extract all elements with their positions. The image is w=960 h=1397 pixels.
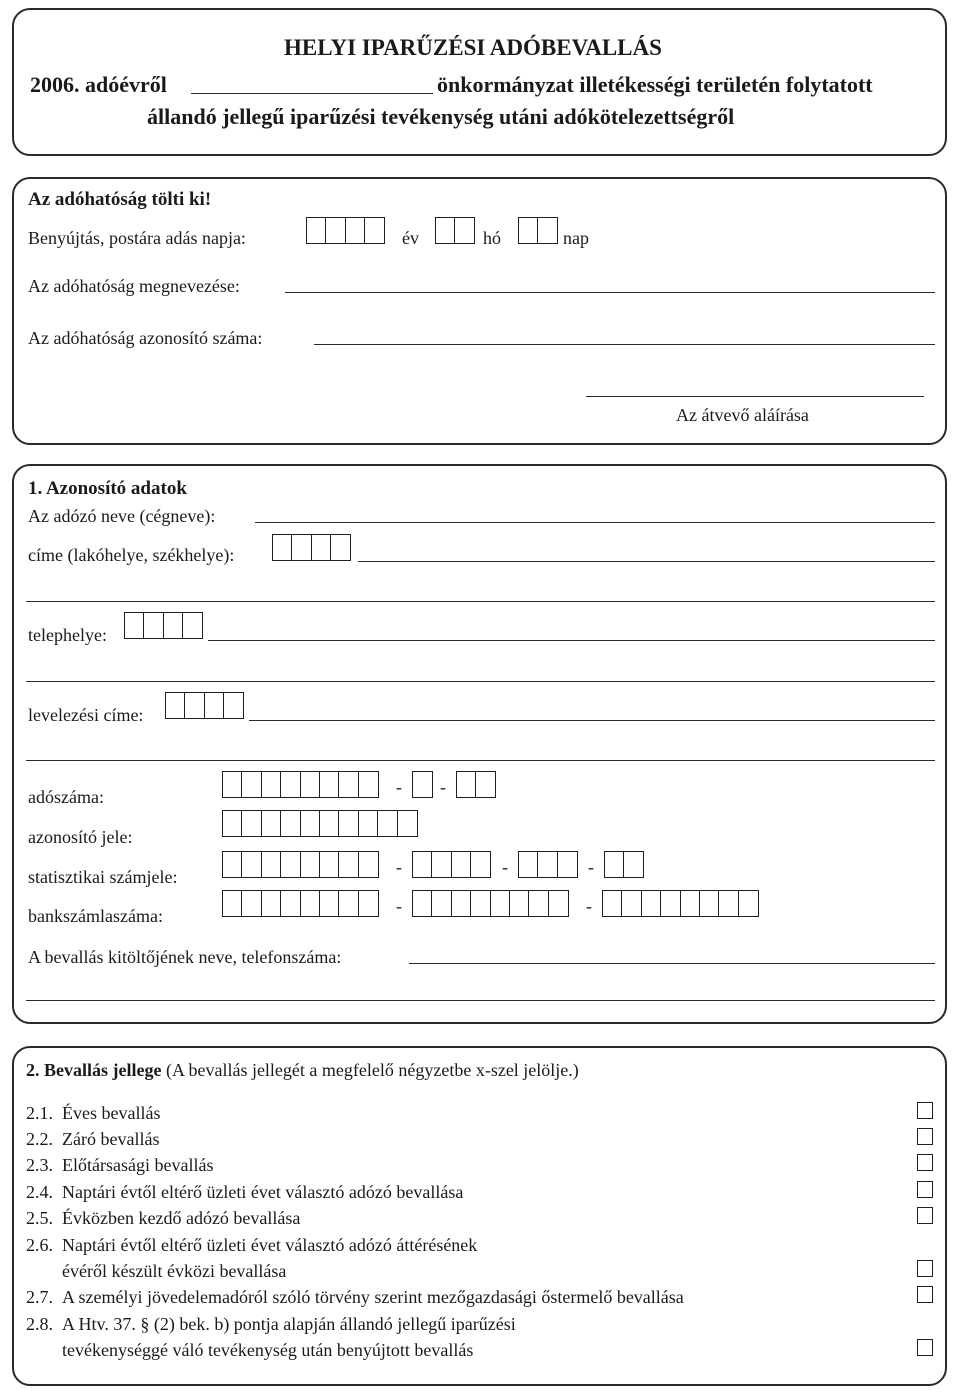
digit-cell[interactable] xyxy=(518,851,539,878)
tax-number-label: adószáma: xyxy=(28,787,104,807)
digit-cell[interactable] xyxy=(456,771,477,798)
separator-dash: - xyxy=(588,857,594,877)
bank-account-cells-1[interactable] xyxy=(222,890,379,917)
digit-cell[interactable] xyxy=(451,890,472,917)
item-number: 2.4. xyxy=(26,1182,53,1202)
digit-cell[interactable] xyxy=(358,771,379,798)
digit-cell[interactable] xyxy=(699,890,720,917)
separator-dash: - xyxy=(396,896,402,916)
bank-account-cells-3[interactable] xyxy=(602,890,759,917)
site-label: telephelye: xyxy=(28,625,107,645)
id-mark-label: azonosító jele: xyxy=(28,827,133,847)
digit-cell[interactable] xyxy=(377,810,398,837)
site-line-2[interactable] xyxy=(26,681,935,682)
day-digit-cell[interactable] xyxy=(537,217,558,244)
separator-dash: - xyxy=(396,777,402,797)
digit-cell[interactable] xyxy=(358,851,379,878)
day-digit-cell[interactable] xyxy=(518,217,539,244)
digit-cell[interactable] xyxy=(412,851,433,878)
item-number: 2.1. xyxy=(26,1103,53,1123)
bank-account-cells-2[interactable] xyxy=(412,890,569,917)
month-digit-cell[interactable] xyxy=(435,217,456,244)
digit-cell[interactable] xyxy=(641,890,662,917)
digit-cell[interactable] xyxy=(660,890,681,917)
item-text-continued: tevékenységgé váló tevékenység után benyújtott bevallás xyxy=(62,1340,474,1360)
tax-number-main-cells[interactable] xyxy=(222,771,379,798)
year-digit-cell[interactable] xyxy=(345,217,366,244)
digit-cell[interactable] xyxy=(358,810,379,837)
mid-year-start-checkbox[interactable] xyxy=(917,1207,933,1224)
signature-line[interactable] xyxy=(586,396,924,397)
digit-cell[interactable] xyxy=(280,810,301,837)
address-label: címe (lakóhelye, székhelye): xyxy=(28,545,235,565)
submission-date-label: Benyújtás, postára adás napja: xyxy=(28,228,246,248)
postcode-digit-cell[interactable] xyxy=(330,534,351,561)
digit-cell[interactable] xyxy=(397,810,418,837)
authority-id-line[interactable] xyxy=(314,344,935,345)
digit-cell[interactable] xyxy=(412,890,433,917)
item-number: 2.2. xyxy=(26,1129,53,1149)
item-text: Naptári évtől eltérő üzleti évet választó adózó áttérésének xyxy=(62,1235,478,1255)
transition-year-checkbox[interactable] xyxy=(917,1260,933,1277)
item-text: Évközben kezdő adózó bevallása xyxy=(62,1208,301,1228)
digit-cell[interactable] xyxy=(222,810,243,837)
digit-cell[interactable] xyxy=(319,810,340,837)
section1-heading: 1. Azonosító adatok xyxy=(28,478,187,499)
digit-cell[interactable] xyxy=(528,890,549,917)
mailing-address-label: levelezési címe: xyxy=(28,705,144,725)
digit-cell[interactable] xyxy=(319,851,340,878)
digit-cell[interactable] xyxy=(300,771,321,798)
year-digit-cell[interactable] xyxy=(306,217,327,244)
agricultural-producer-checkbox[interactable] xyxy=(917,1286,933,1303)
item-text: Éves bevallás xyxy=(62,1103,161,1123)
digit-cell[interactable] xyxy=(338,771,359,798)
address-line-2[interactable] xyxy=(26,601,935,602)
taxpayer-name-label: Az adózó neve (cégneve): xyxy=(28,506,216,526)
digit-cell[interactable] xyxy=(738,890,759,917)
postcode-digit-cell[interactable] xyxy=(204,692,225,719)
filler-line-2[interactable] xyxy=(26,1000,935,1001)
site-line[interactable] xyxy=(208,640,935,641)
item-number: 2.3. xyxy=(26,1155,53,1175)
postcode-digit-cell[interactable] xyxy=(272,534,293,561)
month-label: hó xyxy=(483,228,501,248)
digit-cell[interactable] xyxy=(338,810,359,837)
address-line[interactable] xyxy=(358,561,935,562)
authority-name-label: Az adóhatóság megnevezése: xyxy=(28,276,240,296)
htv-permanent-activity-checkbox[interactable] xyxy=(917,1339,933,1356)
stat-number-cells-1[interactable] xyxy=(222,851,379,878)
pre-company-return-checkbox[interactable] xyxy=(917,1154,933,1171)
year-digit-cell[interactable] xyxy=(325,217,346,244)
signature-label: Az átvevő aláírása xyxy=(676,405,809,425)
digit-cell[interactable] xyxy=(241,851,262,878)
digit-cell[interactable] xyxy=(261,851,282,878)
submission-year-cells[interactable] xyxy=(306,217,385,244)
item-text: A személyi jövedelemadóról szóló törvény szerint mezőgazdasági őstermelő bevallása xyxy=(62,1287,684,1307)
submission-month-cells[interactable] xyxy=(435,217,475,244)
digit-cell[interactable] xyxy=(319,890,340,917)
item-text: Záró bevallás xyxy=(62,1129,160,1149)
digit-cell[interactable] xyxy=(490,890,511,917)
id-mark-cells[interactable] xyxy=(222,810,418,837)
authority-heading: Az adóhatóság tölti ki! xyxy=(28,189,212,210)
municipality-blank-line[interactable] xyxy=(191,93,433,94)
filler-line[interactable] xyxy=(409,963,935,964)
stat-number-label: statisztikai számjele: xyxy=(28,867,178,887)
digit-cell[interactable] xyxy=(222,890,243,917)
postcode-digit-cell[interactable] xyxy=(184,692,205,719)
item-number: 2.7. xyxy=(26,1287,53,1307)
digit-cell[interactable] xyxy=(241,771,262,798)
separator-dash: - xyxy=(586,896,592,916)
item-number: 2.5. xyxy=(26,1208,53,1228)
item-text-continued: évéről készült évközi bevallása xyxy=(62,1261,287,1281)
tax-number-vat-cell[interactable] xyxy=(412,771,433,798)
item-text: Naptári évtől eltérő üzleti évet választó adózó bevallása xyxy=(62,1182,464,1202)
postcode-digit-cell[interactable] xyxy=(124,612,145,639)
digit-cell[interactable] xyxy=(623,851,644,878)
digit-cell[interactable] xyxy=(557,851,578,878)
filler-label: A bevallás kitöltőjének neve, telefonszáma: xyxy=(28,947,342,967)
postcode-digit-cell[interactable] xyxy=(163,612,184,639)
closing-return-checkbox[interactable] xyxy=(917,1128,933,1145)
section2-heading-bold: 2. Bevallás jellege xyxy=(26,1060,162,1080)
stat-number-cells-3[interactable] xyxy=(518,851,578,878)
digit-cell[interactable] xyxy=(261,771,282,798)
taxpayer-name-line[interactable] xyxy=(255,522,935,523)
postcode-digit-cell[interactable] xyxy=(165,692,186,719)
digit-cell[interactable] xyxy=(280,890,301,917)
item-text: A Htv. 37. § (2) bek. b) pontja alapján állandó jellegű iparűzési xyxy=(62,1314,516,1334)
authority-id-label: Az adóhatóság azonosító száma: xyxy=(28,328,263,348)
digit-cell[interactable] xyxy=(548,890,569,917)
item-number: 2.6. xyxy=(26,1235,53,1255)
header-line1-rest: önkormányzat illetékességi területén folytatott xyxy=(437,72,873,97)
bank-account-label: bankszámlaszáma: xyxy=(28,906,163,926)
postcode-digit-cell[interactable] xyxy=(182,612,203,639)
digit-cell[interactable] xyxy=(680,890,701,917)
digit-cell[interactable] xyxy=(718,890,739,917)
authority-name-line[interactable] xyxy=(285,292,935,293)
digit-cell[interactable] xyxy=(431,851,452,878)
digit-cell[interactable] xyxy=(222,851,243,878)
digit-cell[interactable] xyxy=(280,771,301,798)
digit-cell[interactable] xyxy=(319,771,340,798)
postcode-digit-cell[interactable] xyxy=(291,534,312,561)
postcode-digit-cell[interactable] xyxy=(311,534,332,561)
digit-cell[interactable] xyxy=(280,851,301,878)
address-postcode-cells[interactable] xyxy=(272,534,351,561)
stat-number-cells-4[interactable] xyxy=(604,851,644,878)
digit-cell[interactable] xyxy=(222,771,243,798)
digit-cell[interactable] xyxy=(241,890,262,917)
stat-number-cells-2[interactable] xyxy=(412,851,491,878)
digit-cell[interactable] xyxy=(509,890,530,917)
digit-cell[interactable] xyxy=(241,810,262,837)
digit-cell[interactable] xyxy=(470,851,491,878)
year-label: év xyxy=(402,228,419,248)
digit-cell[interactable] xyxy=(358,890,379,917)
day-label: nap xyxy=(563,228,589,248)
year-digit-cell[interactable] xyxy=(364,217,385,244)
mailing-line-2[interactable] xyxy=(26,760,935,761)
digit-cell[interactable] xyxy=(470,890,491,917)
submission-day-cells[interactable] xyxy=(518,217,558,244)
digit-cell[interactable] xyxy=(431,890,452,917)
postcode-digit-cell[interactable] xyxy=(143,612,164,639)
digit-cell[interactable] xyxy=(338,851,359,878)
item-text: Előtársasági bevallás xyxy=(62,1155,214,1175)
form-title: HELYI IPARŰZÉSI ADÓBEVALLÁS xyxy=(284,35,662,60)
digit-cell[interactable] xyxy=(300,890,321,917)
digit-cell[interactable] xyxy=(451,851,472,878)
mailing-line[interactable] xyxy=(249,720,935,721)
section2-heading-note: (A bevallás jellegét a megfelelő négyzetbe x-szel jelölje.) xyxy=(165,1060,579,1080)
digit-cell[interactable] xyxy=(261,890,282,917)
annual-return-checkbox[interactable] xyxy=(917,1102,933,1119)
tax-year-label: 2006. adóévről xyxy=(30,72,167,97)
item-number: 2.8. xyxy=(26,1314,53,1334)
section2-heading xyxy=(26,1061,579,1079)
digit-cell[interactable] xyxy=(537,851,558,878)
separator-dash: - xyxy=(396,857,402,877)
separator-dash: - xyxy=(440,777,446,797)
mailing-postcode-cells[interactable] xyxy=(165,692,244,719)
digit-cell[interactable] xyxy=(604,851,625,878)
digit-cell[interactable] xyxy=(602,890,623,917)
digit-cell[interactable] xyxy=(300,851,321,878)
header-line2: állandó jellegű iparűzési tevékenység utáni adókötelezettségről xyxy=(147,104,735,129)
digit-cell[interactable] xyxy=(412,771,433,798)
separator-dash: - xyxy=(502,857,508,877)
digit-cell[interactable] xyxy=(261,810,282,837)
site-postcode-cells[interactable] xyxy=(124,612,203,639)
postcode-digit-cell[interactable] xyxy=(223,692,244,719)
month-digit-cell[interactable] xyxy=(454,217,475,244)
non-calendar-year-checkbox[interactable] xyxy=(917,1181,933,1198)
digit-cell[interactable] xyxy=(300,810,321,837)
digit-cell[interactable] xyxy=(475,771,496,798)
tax-number-county-cells[interactable] xyxy=(456,771,496,798)
digit-cell[interactable] xyxy=(338,890,359,917)
digit-cell[interactable] xyxy=(621,890,642,917)
